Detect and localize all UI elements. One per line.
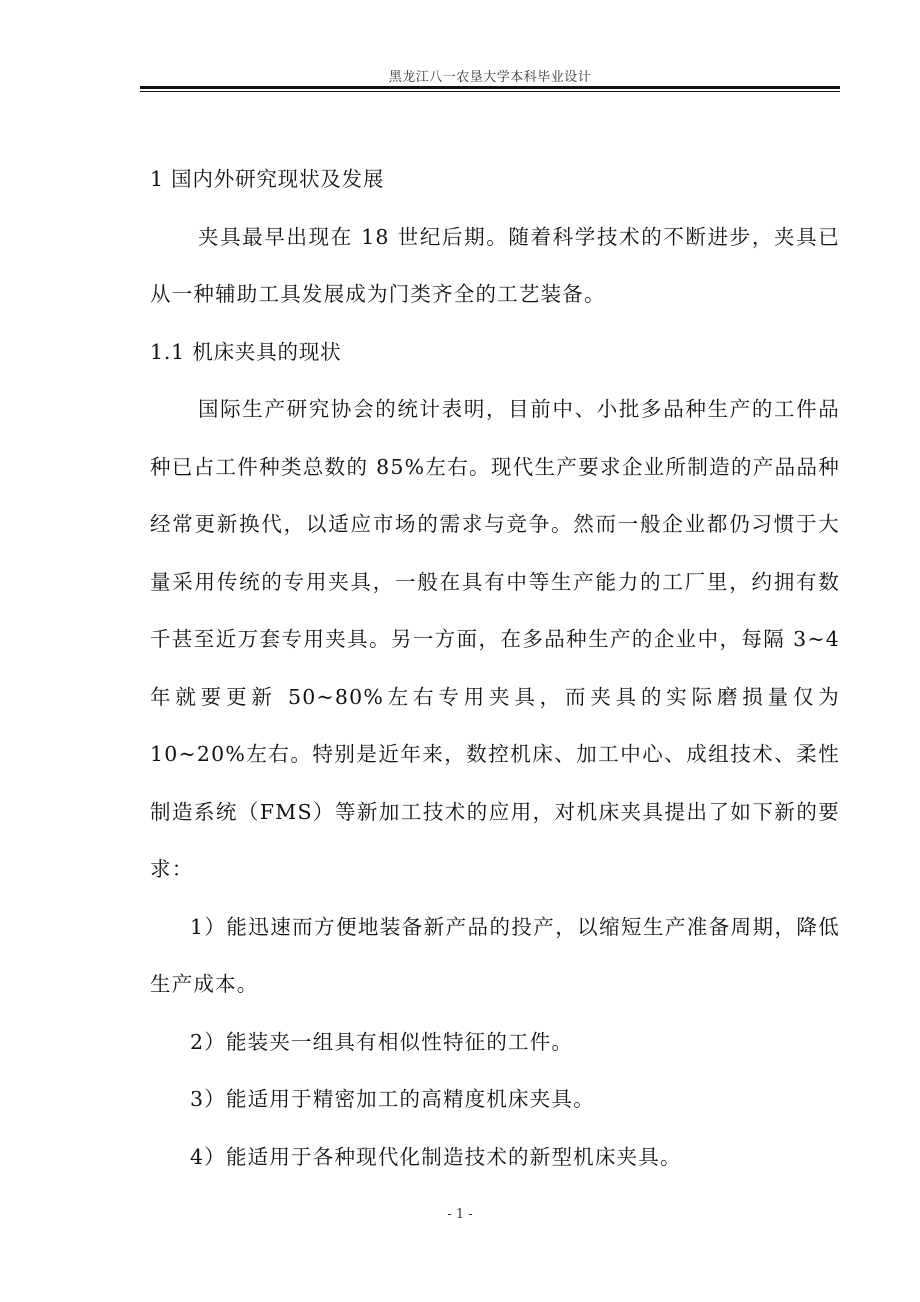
section-heading: 1 国内外研究现状及发展 bbox=[150, 167, 385, 191]
requirement-item-4: 4）能适用于各种现代化制造技术的新型机床夹具。 bbox=[190, 1144, 682, 1169]
document-body bbox=[150, 151, 840, 1186]
header-rule-thin bbox=[140, 91, 840, 92]
requirement-item-1: 1）能迅速而方便地装备新产品的投产，以缩短生产准备周期，降低生产成本。 bbox=[150, 914, 840, 996]
page-number: - 1 - bbox=[447, 1207, 473, 1222]
intro-paragraph: 夹具最早出现在 18 世纪后期。随着科学技术的不断进步，夹具已从一种辅助工具发展成为门类齐全的工艺装备。 bbox=[150, 224, 840, 306]
requirement-item-2: 2）能装夹一组具有相似性特征的工件。 bbox=[190, 1029, 574, 1054]
subsection-heading: 1.1 机床夹具的现状 bbox=[150, 339, 342, 364]
header-rule-thick bbox=[140, 86, 840, 89]
running-header: 黑龙江八一农垦大学本科毕业设计 bbox=[388, 70, 592, 85]
main-paragraph: 国际生产研究协会的统计表明，目前中、小批多品种生产的工件品种已占工件种类总数的 85%左右。现代生产要求企业所制造的产品品种经常更新换代，以适应市场的需求与竞争。然而一般企业都仍习惯于大量采用传统的专用夹具，一般在具有中等生产能力的工厂里，约拥有数千甚至近万套专用夹具。另一方面，在多品种生产的企业中，每隔 3~4 年就要更新 50~80%左右专用夹具，而夹具的实际磨损量仅为 10~20%左右。特别是近年来，数控机床、加工中心、成组技术、柔性制造系统（FMS）等新加工技术的应用，对机床夹具提出了如下新的要求： bbox=[150, 397, 840, 881]
requirement-item-3: 3）能适用于精密加工的高精度机床夹具。 bbox=[190, 1087, 595, 1111]
